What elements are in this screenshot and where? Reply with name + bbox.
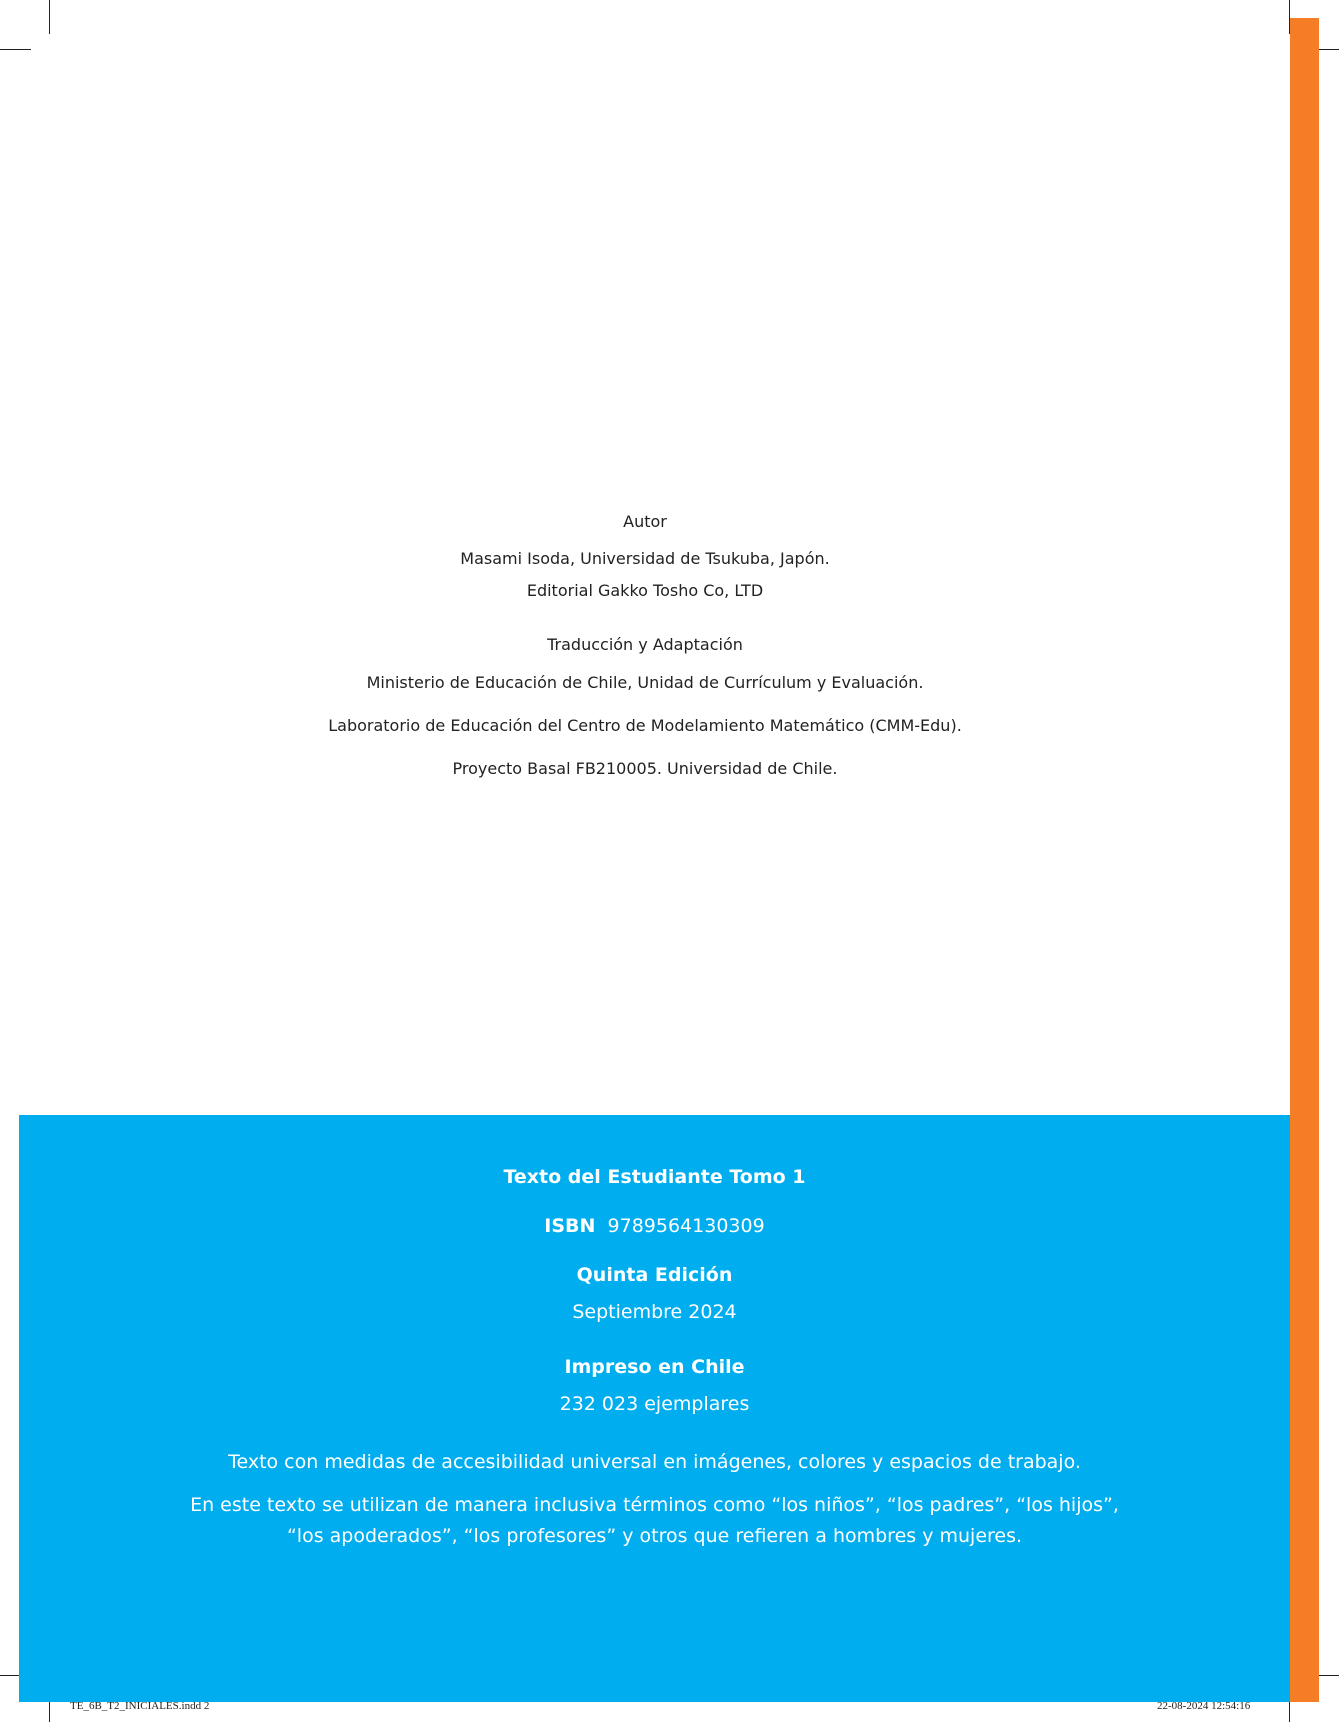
inclusive-note-line-2: “los apoderados”, “los profesores” y otros que refieren a hombres y mujeres.: [286, 1525, 1023, 1547]
translation-line-3: Proyecto Basal FB210005. Universidad de Chile.: [452, 759, 838, 778]
author-line-1: Masami Isoda, Universidad de Tsukuba, Japón.: [460, 549, 830, 568]
edition-date: Septiembre 2024: [572, 1301, 737, 1323]
crop-mark-top-left-h: [0, 49, 31, 50]
inclusive-note-line-1: En este texto se utilizan de manera inclusiva términos como “los niños”, “los padres”, “los hijos”,: [190, 1494, 1119, 1516]
print-run: 232 023 ejemplares: [559, 1393, 750, 1415]
author-heading: Autor: [623, 512, 667, 531]
accessibility-note: Texto con medidas de accesibilidad universal en imágenes, colores y espacios de trabajo.: [228, 1451, 1081, 1473]
slug-file-name: TE_6B_T2_INICIALES.indd 2: [70, 1700, 210, 1712]
author-line-2: Editorial Gakko Tosho Co, LTD: [526, 581, 764, 600]
isbn-line: [19, 1215, 1290, 1237]
translation-line-2: Laboratorio de Educación del Centro de Modelamiento Matemático (CMM-Edu).: [328, 716, 962, 735]
crop-mark-top-left-v: [49, 0, 50, 34]
slug-timestamp: 22-08-2024 12:54:16: [1157, 1700, 1251, 1712]
isbn-value: 9789564130309: [607, 1215, 765, 1237]
translation-line-1: Ministerio de Educación de Chile, Unidad de Currículum y Evaluación.: [366, 673, 924, 692]
translation-heading: Traducción y Adaptación: [547, 635, 743, 654]
edition-heading: Quinta Edición: [576, 1264, 733, 1286]
printed-heading: Impreso en Chile: [564, 1356, 745, 1378]
book-title: Texto del Estudiante Tomo 1: [503, 1166, 806, 1188]
orange-edge-strip: [1290, 18, 1319, 1702]
isbn-label: ISBN: [544, 1215, 596, 1237]
